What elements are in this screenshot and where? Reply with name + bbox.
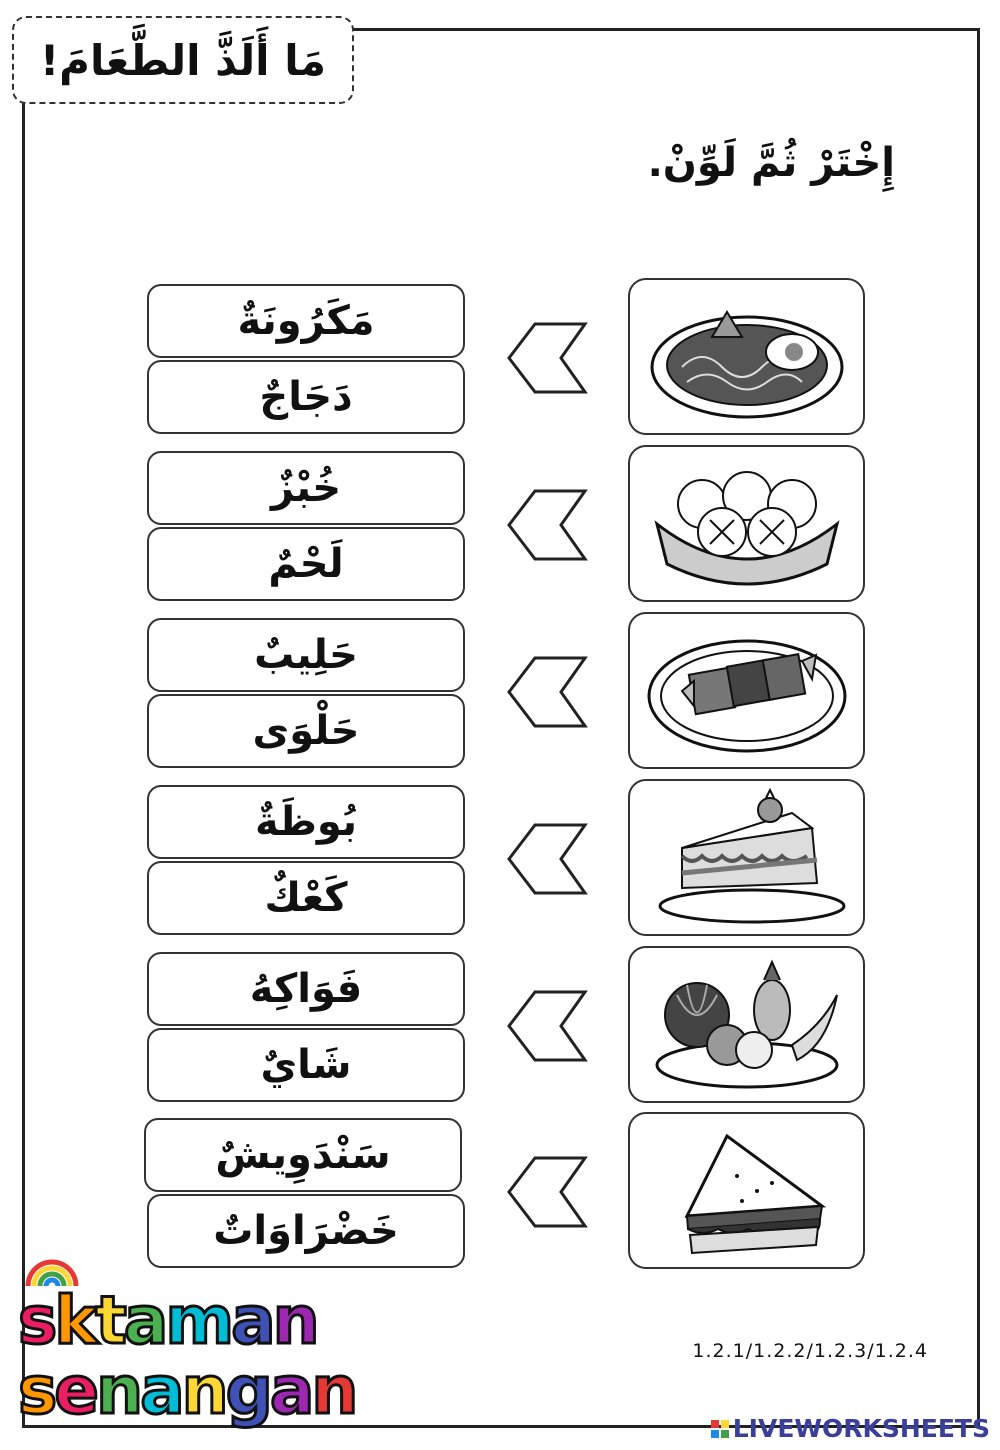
chevron-left-icon	[505, 320, 589, 396]
noodles-plate-icon	[642, 287, 852, 427]
school-logo	[8, 1250, 356, 1440]
fruit-plate-icon	[642, 955, 852, 1095]
chevron-left-icon	[505, 988, 589, 1064]
logo-line-1: sktaman	[18, 1282, 317, 1359]
question-row-4	[0, 779, 1000, 939]
wrapped-candy-plate-icon	[642, 621, 852, 761]
question-row-1	[0, 278, 1000, 438]
option-6-top[interactable]: سَنْدَوِيشٌ	[144, 1118, 462, 1192]
sandwich-icon	[642, 1121, 852, 1261]
option-4-top[interactable]: بُوظَةٌ	[147, 785, 465, 859]
chevron-left-icon	[505, 821, 589, 897]
question-row-5	[0, 946, 1000, 1106]
option-3-top[interactable]: حَلِيبٌ	[147, 618, 465, 692]
option-2-top[interactable]: خُبْزٌ	[147, 451, 465, 525]
worksheet-title: مَا أَلَذَّ الطَّعَامَ!	[12, 16, 354, 104]
cake-slice-icon	[642, 788, 852, 928]
picture-card-6	[628, 1112, 865, 1269]
chevron-left-icon	[505, 487, 589, 563]
option-1-bottom[interactable]: دَجَاجٌ	[147, 360, 465, 434]
option-1-top[interactable]: مَكَرُونَةٌ	[147, 284, 465, 358]
option-4-bottom[interactable]: كَعْكٌ	[147, 861, 465, 935]
watermark-text: LIVEWORKSHEETS	[732, 1414, 990, 1443]
option-3-bottom[interactable]: حَلْوَى	[147, 694, 465, 768]
logo-line-2: senangan	[18, 1352, 356, 1429]
picture-card-2	[628, 445, 865, 602]
option-5-bottom[interactable]: شَايٌ	[147, 1028, 465, 1102]
option-2-bottom[interactable]: لَحْمٌ	[147, 527, 465, 601]
curriculum-code: 1.2.1/1.2.2/1.2.3/1.2.4	[692, 1340, 928, 1362]
question-row-2	[0, 445, 1000, 605]
liveworksheets-logo-icon	[711, 1420, 729, 1438]
question-row-3	[0, 612, 1000, 772]
picture-card-4	[628, 779, 865, 936]
liveworksheets-watermark[interactable]	[711, 1414, 990, 1443]
picture-card-3	[628, 612, 865, 769]
picture-card-1	[628, 278, 865, 435]
chevron-left-icon	[505, 1154, 589, 1230]
question-row-6	[0, 1112, 1000, 1272]
option-5-top[interactable]: فَوَاكِهُ	[147, 952, 465, 1026]
picture-card-5	[628, 946, 865, 1103]
instruction-text: إِخْتَرْ ثُمَّ لَوِّنْ.	[647, 140, 895, 186]
chevron-left-icon	[505, 654, 589, 730]
bread-buns-plate-icon	[642, 454, 852, 594]
option-6-bottom[interactable]: خَضْرَاوَاتٌ	[147, 1194, 465, 1268]
